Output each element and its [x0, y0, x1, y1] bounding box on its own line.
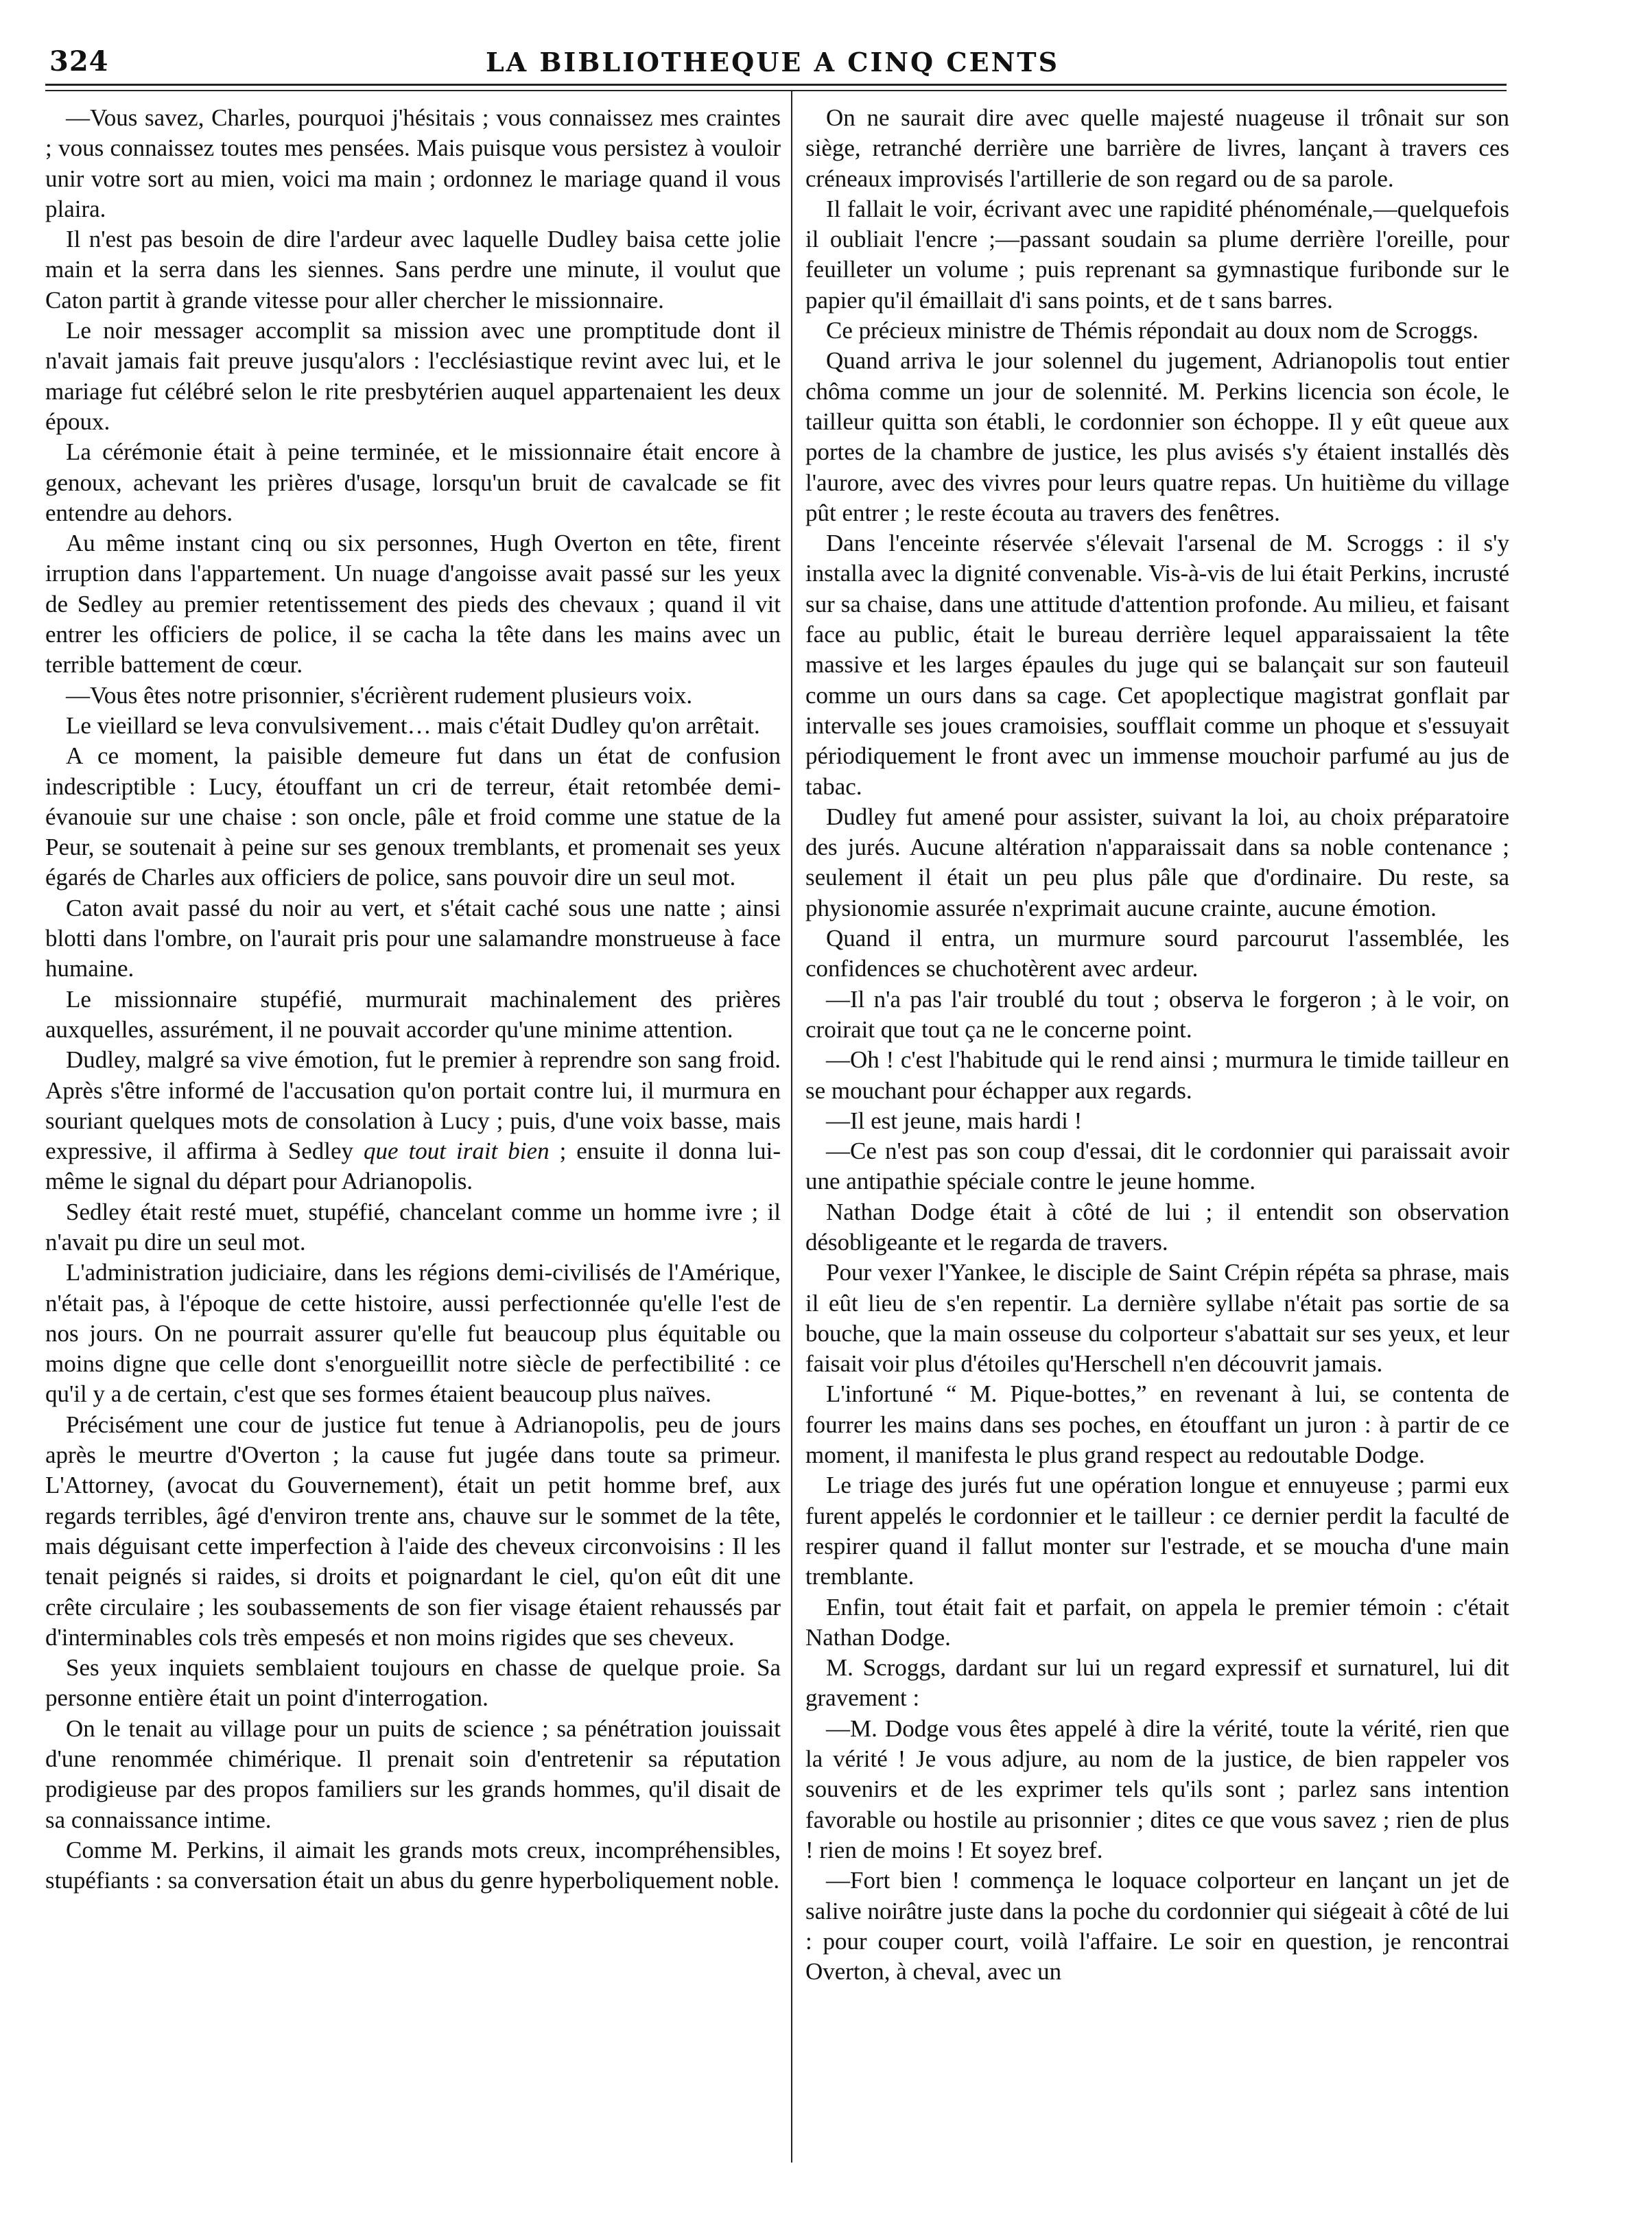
paragraph: Quand arriva le jour solennel du jugement, Adrianopolis tout entier chôma comme un jour de solennité. M. Perkins licencia son école, le tailleur quitta son établi, le cordonnier son échoppe. Il y eût queue aux portes de la chambre de justice, les plus avisés s'y étaient installés dès l'aurore, avec des vivres pour leurs quatre repas. Un huitième du village pût entrer ; le reste écouta au travers des fenêtres.	[805, 347, 1509, 526]
paragraph: A ce moment, la paisible demeure fut dans un état de confusion indescriptible : Lucy, étouffant un cri de terreur, était retombée demi-évanouie sur une chaise : son oncle, pâle et froid comme une statue de la Peur, se soutenait à peine sur ses genoux tremblants, et promenait ses yeux égarés de Charles aux officiers de police, sans pouvoir dire un seul mot.	[45, 742, 781, 891]
paragraph: —Il est jeune, mais hardi !	[826, 1107, 1083, 1134]
paragraph: On ne saurait dire avec quelle majesté nuageuse il trônait sur son siège, retranché derrière une barrière de livres, lançant à travers ces créneaux improvisés l'artillerie de son regard ou de sa parole.	[805, 104, 1509, 192]
paragraph: Caton avait passé du noir au vert, et s'était caché sous une natte ; ainsi blotti dans l'ombre, on l'aurait pris pour une salamandre monstrueuse à face humaine.	[45, 894, 781, 982]
header-rule	[45, 84, 1507, 86]
paragraph: —Fort bien ! commença le loquace colporteur en lançant un jet de salive noirâtre juste dans la poche du cordonnier qui siégeait à côté de lui : pour couper court, voilà l'affaire. Le soir en question, je rencontrai Overton, à cheval, avec un	[805, 1867, 1509, 1986]
paragraph: Au même instant cinq ou six personnes, Hugh Overton en tête, firent irruption dans l'appartement. Un nuage d'angoisse avait passé sur les yeux de Sedley au premier retentissement des pieds des chevaux ; quand il vit entrer les officiers de police, il se cacha la tête dans les mains avec un terrible battement de cœur.	[45, 530, 781, 679]
paragraph: L'infortuné “ M. Pique-bottes,” en revenant à lui, se contenta de fourrer les mains dans ses poches, en étouffant un juron : à partir de ce moment, il manifesta le plus grand respect au redoutable Dodge.	[805, 1380, 1509, 1469]
paragraph: Il n'est pas besoin de dire l'ardeur avec laquelle Dudley baisa cette jolie main et la serra dans les siennes. Sans perdre une minute, il voulut que Caton partit à grande vitesse pour aller chercher le missionnaire.	[45, 226, 781, 314]
paragraph: Ce précieux ministre de Thémis répondait au doux nom de Scroggs.	[826, 317, 1478, 344]
paragraph: Précisément une cour de justice fut tenue à Adrianopolis, peu de jours après le meurtre d'Overton ; la cause fut jugée dans toute sa primeur. L'Attorney, (avocat du Gouvernement), était un petit homme bref, aux regards terribles, âgé d'environ trente ans, chauve sur le sommet de la tête, mais déguisant cette imperfection à l'aide des cheveux circonvoisins : Il les tenait peignés si raides, si droits et poignardant le ciel, qu'on eût dit une crête circulaire ; les soubassements de son fier visage étaient rehaussés par d'interminables cols très empesés et non moins rigides que ses cheveux.	[45, 1411, 781, 1651]
paragraph: Pour vexer l'Yankee, le disciple de Saint Crépin répéta sa phrase, mais il eût lieu de s'en repentir. La dernière syllabe n'était pas sortie de sa bouche, que la main osseuse du colporteur s'abattait sur ses yeux, et leur faisait voir plus d'étoiles qu'Herschell n'en découvrit jamais.	[805, 1259, 1509, 1378]
paragraph: L'administration judiciaire, dans les régions demi-civilisés de l'Amérique, n'était pas, à l'époque de cette histoire, aussi perfectionnée qu'elle l'est de nos jours. On ne pourrait assurer qu'elle fut beaucoup plus équitable ou moins digne que celle dont s'enorgueillit notre siècle de perfectibilité : ce qu'il y a de certain, c'est que ses formes étaient beaucoup plus naïves.	[45, 1259, 781, 1408]
paragraph: —Il n'a pas l'air troublé du tout ; observa le forgeron ; à le voir, on croirait que tout ça ne le concerne point.	[805, 985, 1509, 1043]
header-rule-secondary	[45, 90, 1507, 91]
paragraph: —M. Dodge vous êtes appelé à dire la vérité, toute la vérité, rien que la vérité ! Je vous adjure, au nom de la justice, de bien rappeler vos souvenirs et de les exprimer tels qu'ils sont ; parlez sans intention favorable ou hostile au prisonnier ; dites ce que vous savez ; rien de plus ! rien de moins ! Et soyez bref.	[805, 1715, 1509, 1863]
italic-phrase: que tout irait bien	[364, 1138, 550, 1165]
paragraph: Comme M. Perkins, il aimait les grands mots creux, incompréhensibles, stupéfiants : sa conversation était un abus du genre hyperboliquement noble.	[45, 1836, 781, 1894]
paragraph: Le noir messager accomplit sa mission avec une promptitude dont il n'avait jamais fait preuve jusqu'alors : l'ecclésiastique revint avec lui, et le mariage fut célébré selon le rite presbytérien auquel appartenaient les deux époux.	[45, 317, 781, 435]
paragraph: —Vous savez, Charles, pourquoi j'hésitais ; vous connaissez mes craintes ; vous connaissez toutes mes pensées. Mais puisque vous persistez à vouloir unir votre sort au mien, voici ma main ; ordonnez le mariage quand il vous plaira.	[45, 104, 781, 222]
paragraph: —Ce n'est pas son coup d'essai, dit le cordonnier qui paraissait avoir une antipathie spéciale contre le jeune homme.	[805, 1138, 1509, 1195]
paragraph: La cérémonie était à peine terminée, et le missionnaire était encore à genoux, achevant les prières d'usage, lorsqu'un bruit de cavalcade se fit entendre au dehors.	[45, 438, 781, 526]
running-title: LA BIBLIOTHEQUE A CINQ CENTS	[485, 47, 1060, 78]
paragraph: Dudley, malgré sa vive émotion, fut le premier à reprendre son sang froid. Après s'être informé de l'accusation qu'on portait contre lui, il murmura en souriant quelques mots de consolation à Lucy ; puis, d'une voix basse, mais expressive, il affirma à Sedley que tout irait bien ; ensuite il donna lui-même le signal du départ pour Adrianopolis.	[45, 1046, 781, 1195]
paragraph: On le tenait au village pour un puits de science ; sa pénétration jouissait d'une renommée chimérique. Il prenait soin d'entretenir sa réputation prodigieuse par des propos familiers sur les grands hommes, qu'il disait de sa connaissance intime.	[45, 1715, 781, 1833]
paragraph: Ses yeux inquiets semblaient toujours en chasse de quelque proie. Sa personne entière était un point d'interrogation.	[45, 1654, 781, 1712]
column-divider	[791, 91, 792, 2163]
paragraph: Le missionnaire stupéfié, murmurait machinalement des prières auxquelles, assurément, il ne pouvait accorder qu'une minime attention.	[45, 985, 781, 1043]
paragraph: M. Scroggs, dardant sur lui un regard expressif et surnaturel, lui dit gravement :	[805, 1654, 1509, 1712]
left-column	[45, 103, 781, 1896]
paragraph: Sedley était resté muet, stupéfié, chancelant comme un homme ivre ; il n'avait pu dire un seul mot.	[45, 1198, 781, 1256]
paragraph: Il fallait le voir, écrivant avec une rapidité phénoménale,—quelquefois il oubliait l'encre ;—passant soudain sa plume derrière l'oreille, pour feuilleter un volume ; puis reprenant sa gymnastique furibonde sur le papier qu'il émaillait d'i sans points, et de t sans barres.	[805, 195, 1509, 314]
paragraph: Dudley fut amené pour assister, suivant la loi, au choix préparatoire des jurés. Aucune altération n'apparaissait dans sa noble contenance ; seulement il était un peu plus pâle que d'ordinaire. Du reste, sa physionomie assurée n'exprimait aucune crainte, aucune émotion.	[805, 803, 1509, 921]
paragraph: Enfin, tout était fait et parfait, on appela le premier témoin : c'était Nathan Dodge.	[805, 1593, 1509, 1651]
right-column	[805, 103, 1509, 1987]
paragraph: —Oh ! c'est l'habitude qui le rend ainsi ; murmura le timide tailleur en se mouchant pour échapper aux regards.	[805, 1046, 1509, 1104]
paragraph: Le triage des jurés fut une opération longue et ennuyeuse ; parmi eux furent appelés le cordonnier et le tailleur : ce dernier perdit la faculté de respirer quand il fallut monter sur l'estrade, et se moucha d'une main tremblante.	[805, 1472, 1509, 1590]
paragraph: Dans l'enceinte réservée s'élevait l'arsenal de M. Scroggs : il s'y installa avec la dignité convenable. Vis-à-vis de lui était Perkins, incrusté sur sa chaise, dans une attitude d'attention profonde. Au milieu, et faisant face au public, était le bureau derrière lequel apparaissaient la tête massive et les larges épaules du juge qui se balançait sur son fauteuil comme un ours dans sa cage. Cet apoplectique magistrat gonflait par intervalle ses joues cramoisies, soufflait comme un phoque et s'essuyait périodiquement le front avec un immense mouchoir parfumé au jus de tabac.	[805, 530, 1509, 800]
paragraph: Le vieillard se leva convulsivement… mais c'était Dudley qu'on arrêtait.	[66, 711, 760, 739]
paragraph: Quand il entra, un murmure sourd parcourut l'assemblée, les confidences se chuchotèrent avec ardeur.	[805, 925, 1509, 982]
paragraph: —Vous êtes notre prisonnier, s'écrièrent rudement plusieurs voix.	[66, 681, 693, 709]
paragraph: Nathan Dodge était à côté de lui ; il entendit son observation désobligeante et le regarda de travers.	[805, 1198, 1509, 1256]
page-header	[45, 40, 1500, 81]
page-number: 324	[49, 45, 109, 78]
